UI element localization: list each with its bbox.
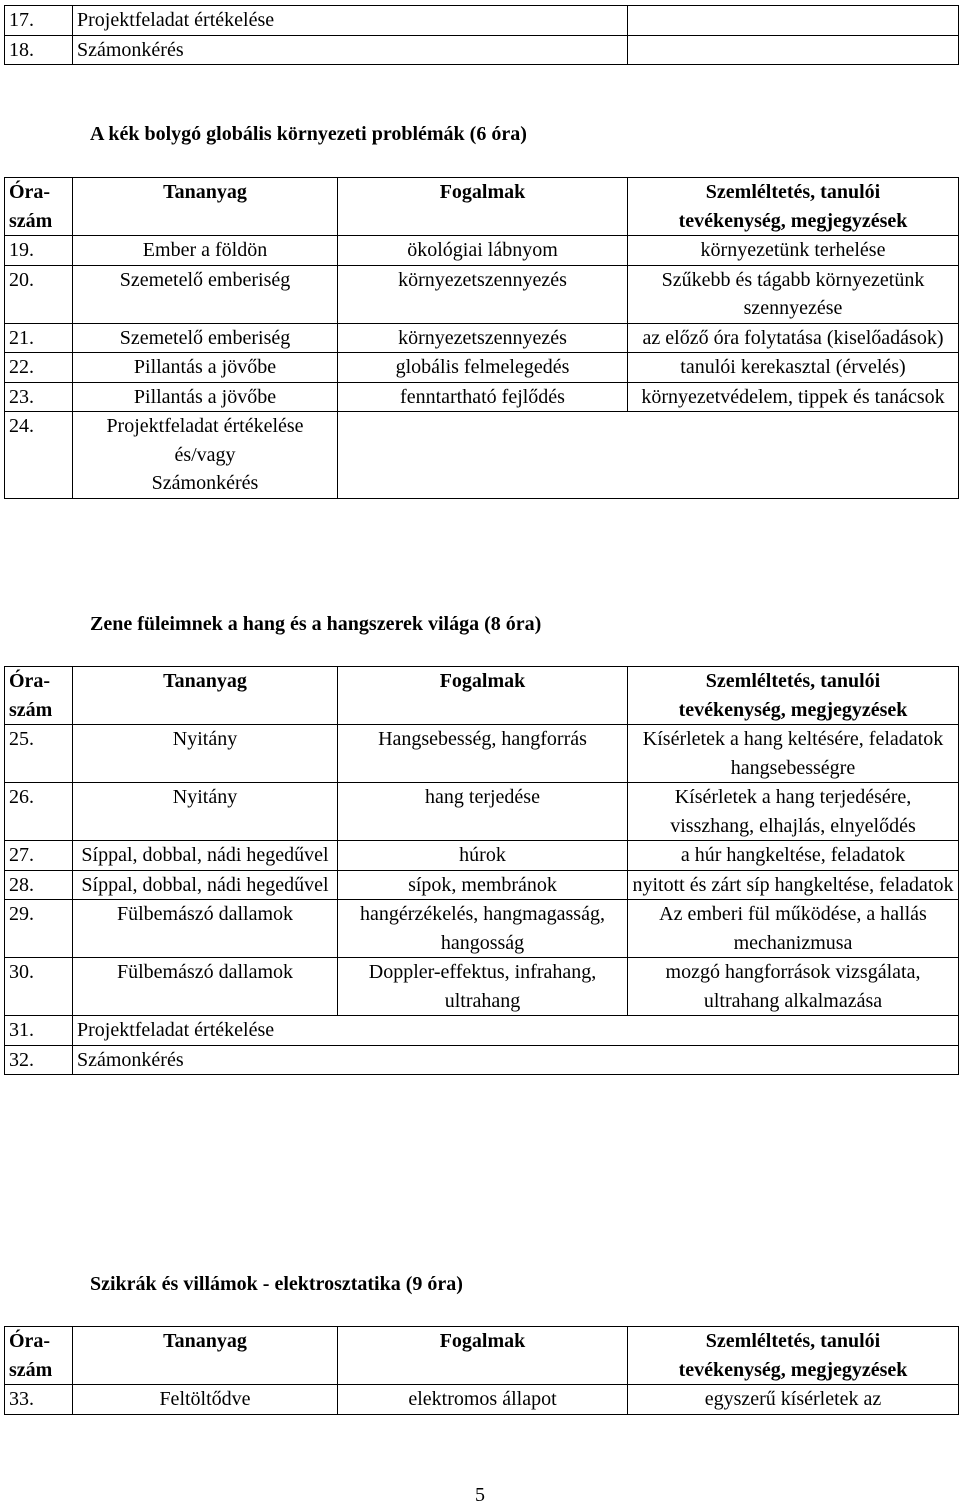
table-row: [5, 265, 959, 323]
lesson-topic: Feltöltődve: [73, 1385, 338, 1415]
top-lesson-table: [4, 5, 959, 65]
lesson-notes: Szűkebb és tágabb környezetünk szennyezése: [628, 265, 959, 323]
lesson-topic: Projektfeladat értékelése: [73, 1016, 959, 1046]
lesson-number: 22.: [5, 353, 73, 383]
lesson-number: 31.: [5, 1016, 73, 1046]
lesson-number: 20.: [5, 265, 73, 323]
lesson-topic: Projektfeladat értékelése és/vagy Számonkérés: [73, 412, 338, 499]
table-row: [5, 236, 959, 266]
lesson-concepts: globális felmelegedés: [338, 353, 628, 383]
lesson-number: 33.: [5, 1385, 73, 1415]
header-topic: Tananyag: [73, 178, 338, 236]
header-notes: Szemléltetés, tanulói tevékenység, megjegyzések: [628, 1327, 959, 1385]
section2-table: [4, 666, 959, 1075]
lesson-concepts: húrok: [338, 841, 628, 871]
table-row: [5, 870, 959, 900]
header-lesson-number: Óra- szám: [5, 178, 73, 236]
lesson-number: 27.: [5, 841, 73, 871]
lesson-number: 30.: [5, 958, 73, 1016]
header-topic: Tananyag: [73, 1327, 338, 1385]
lesson-number: 23.: [5, 382, 73, 412]
table-row: [5, 958, 959, 1016]
lesson-notes: az előző óra folytatása (kiselőadások): [628, 323, 959, 353]
empty-cell: [338, 412, 959, 499]
lesson-notes: mozgó hangforrások vizsgálata, ultrahang alkalmazása: [628, 958, 959, 1016]
lesson-number: 17.: [5, 6, 73, 36]
table-row: [5, 900, 959, 958]
header-lesson-number: Óra- szám: [5, 667, 73, 725]
lesson-concepts: környezetszennyezés: [338, 323, 628, 353]
header-concepts: Fogalmak: [338, 1327, 628, 1385]
header-concepts: Fogalmak: [338, 667, 628, 725]
lesson-topic: Fülbemászó dallamok: [73, 900, 338, 958]
table-header-row: [5, 1327, 959, 1385]
lesson-concepts: hangérzékelés, hangmagasság, hangosság: [338, 900, 628, 958]
lesson-topic: Síppal, dobbal, nádi hegedűvel: [73, 841, 338, 871]
section-title: Zene füleimnek a hang és a hangszerek világa (8 óra): [90, 613, 542, 635]
lesson-notes: környezetünk terhelése: [628, 236, 959, 266]
lesson-topic: Pillantás a jövőbe: [73, 382, 338, 412]
lesson-concepts: fenntartható fejlődés: [338, 382, 628, 412]
lesson-topic: Számonkérés: [73, 1045, 959, 1075]
lesson-concepts: hang terjedése: [338, 783, 628, 841]
table-header-row: [5, 667, 959, 725]
lesson-topic: Síppal, dobbal, nádi hegedűvel: [73, 870, 338, 900]
table-row: [5, 841, 959, 871]
lesson-notes: nyitott és zárt síp hangkeltése, feladatok: [628, 870, 959, 900]
lesson-notes: Kísérletek a hang keltésére, feladatok hangsebességre: [628, 725, 959, 783]
header-concepts: Fogalmak: [338, 178, 628, 236]
lesson-number: 28.: [5, 870, 73, 900]
lesson-notes: környezetvédelem, tippek és tanácsok: [628, 382, 959, 412]
lesson-number: 26.: [5, 783, 73, 841]
table-row: [5, 783, 959, 841]
lesson-topic: Számonkérés: [73, 35, 628, 65]
lesson-topic: Ember a földön: [73, 236, 338, 266]
lesson-topic: Projektfeladat értékelése: [73, 6, 628, 36]
table-row: [5, 1016, 959, 1046]
lesson-topic: Fülbemászó dallamok: [73, 958, 338, 1016]
table-row: [5, 1045, 959, 1075]
lesson-number: 18.: [5, 35, 73, 65]
lesson-concepts: sípok, membránok: [338, 870, 628, 900]
empty-cell: [628, 35, 959, 65]
table-row: [5, 382, 959, 412]
lesson-number: 24.: [5, 412, 73, 499]
lesson-notes: egyszerű kísérletek az: [628, 1385, 959, 1415]
table-row: [5, 35, 959, 65]
table-header-row: [5, 178, 959, 236]
lesson-concepts: Hangsebesség, hangforrás: [338, 725, 628, 783]
section1-table: [4, 177, 959, 499]
lesson-topic: Nyitány: [73, 725, 338, 783]
section-title: A kék bolygó globális környezeti problémák (6 óra): [90, 123, 527, 145]
lesson-number: 19.: [5, 236, 73, 266]
page-number: 5: [475, 1484, 485, 1506]
table-row: [5, 1385, 959, 1415]
table-row: [5, 725, 959, 783]
section-title: Szikrák és villámok - elektrosztatika (9 óra): [90, 1273, 463, 1295]
table-row: [5, 323, 959, 353]
lesson-number: 32.: [5, 1045, 73, 1075]
lesson-notes: Kísérletek a hang terjedésére, visszhang, elhajlás, elnyelődés: [628, 783, 959, 841]
lesson-notes: tanulói kerekasztal (érvelés): [628, 353, 959, 383]
lesson-number: 25.: [5, 725, 73, 783]
lesson-topic: Pillantás a jövőbe: [73, 353, 338, 383]
lesson-notes: a húr hangkeltése, feladatok: [628, 841, 959, 871]
lesson-topic: Szemetelő emberiség: [73, 323, 338, 353]
lesson-concepts: Doppler-effektus, infrahang, ultrahang: [338, 958, 628, 1016]
header-notes: Szemléltetés, tanulói tevékenység, megjegyzések: [628, 667, 959, 725]
section3-table: [4, 1326, 959, 1415]
header-notes: Szemléltetés, tanulói tevékenység, megjegyzések: [628, 178, 959, 236]
lesson-concepts: elektromos állapot: [338, 1385, 628, 1415]
header-lesson-number: Óra- szám: [5, 1327, 73, 1385]
header-topic: Tananyag: [73, 667, 338, 725]
lesson-concepts: környezetszennyezés: [338, 265, 628, 323]
table-row: [5, 353, 959, 383]
lesson-concepts: ökológiai lábnyom: [338, 236, 628, 266]
empty-cell: [628, 6, 959, 36]
lesson-topic: Nyitány: [73, 783, 338, 841]
table-row: [5, 6, 959, 36]
lesson-notes: Az emberi fül működése, a hallás mechanizmusa: [628, 900, 959, 958]
lesson-number: 21.: [5, 323, 73, 353]
lesson-topic: Szemetelő emberiség: [73, 265, 338, 323]
lesson-number: 29.: [5, 900, 73, 958]
table-row: [5, 412, 959, 499]
